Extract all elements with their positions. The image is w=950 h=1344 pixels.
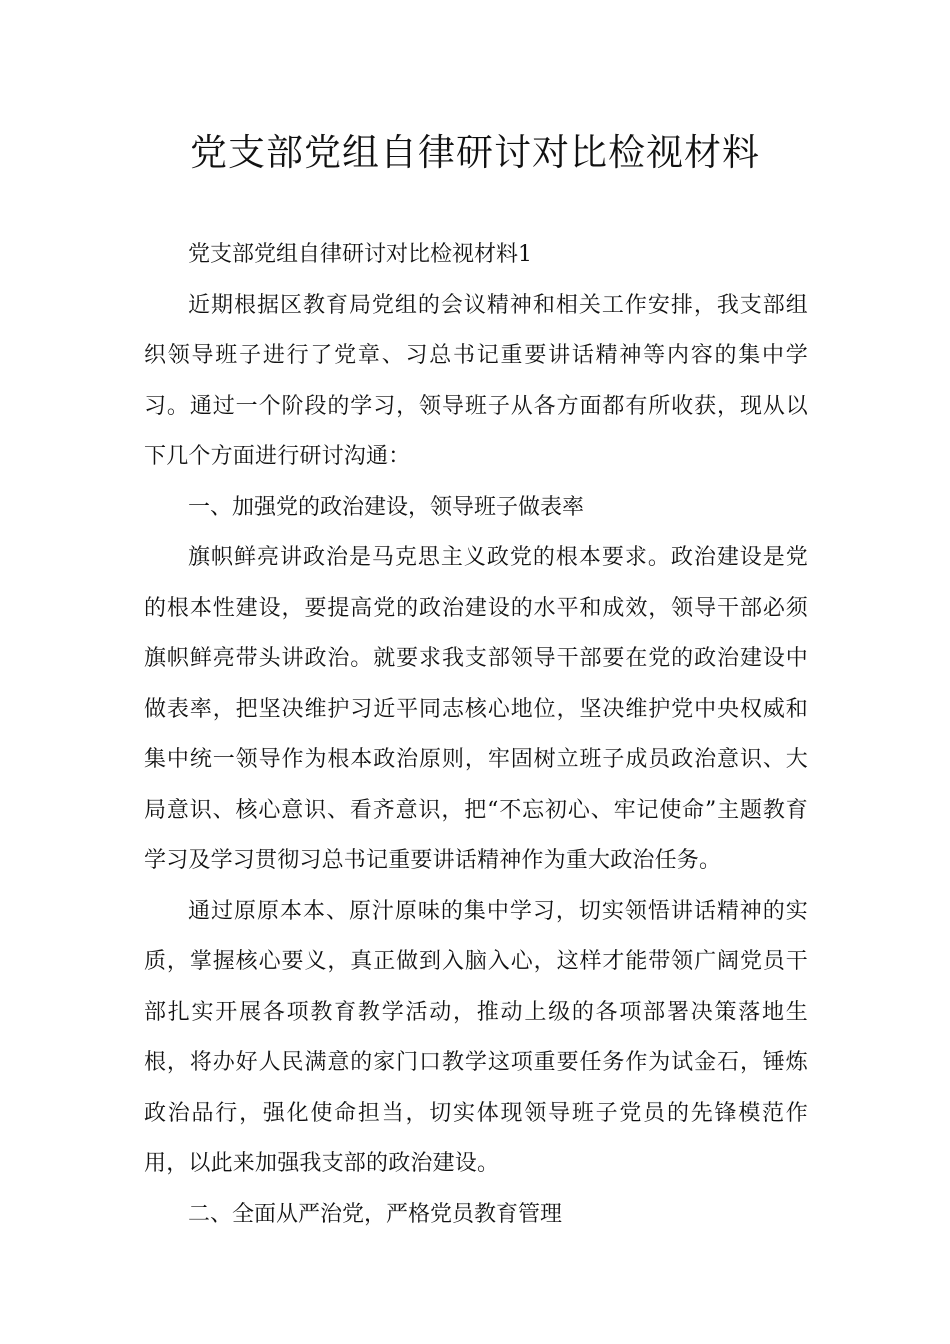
paragraph-intro: 近期根据区教育局党组的会议精神和相关工作安排，我支部组织领导班子进行了党章、习总书记重要讲话精神等内容的集中学习。通过一个阶段的学习，领导班子从各方面都有所收获，现从以下几个方面进行研讨沟通： <box>144 292 808 469</box>
document-title: 党支部党组自律研讨对比检视材料 <box>190 131 760 174</box>
document-body <box>144 230 808 1240</box>
paragraph-political-construction: 旗帜鲜亮讲政治是马克思主义政党的根本要求。政治建设是党的根本性建设，要提高党的政治建设的水平和成效，领导干部必须旗帜鲜亮带头讲政治。就要求我支部领导干部要在党的政治建设中做表率，把坚决维护习近平同志核心地位，坚决维护党中央权威和集中统一领导作为根本政治原则，牢固树立班子成员政治意识、大局意识、核心意识、看齐意识，把“不忘初心、牢记使命”主题教育学习及学习贯彻习总书记重要讲话精神作为重大政治任务。 <box>144 545 808 873</box>
section-heading-1: 一、加强党的政治建设，领导班子做表率 <box>188 494 585 520</box>
paragraph-study: 通过原原本本、原汁原味的集中学习，切实领悟讲话精神的实质，掌握核心要义，真正做到入脑入心，这样才能带领广阔党员干部扎实开展各项教育教学活动，推动上级的各项部署决策落地生根，将办好人民满意的家门口教学这项重要任务作为试金石，锤炼政治品行，强化使命担当，切实体现领导班子党员的先锋模范作用，以此来加强我支部的政治建设。 <box>144 898 808 1176</box>
section-subtitle: 党支部党组自律研讨对比检视材料1 <box>188 242 532 267</box>
section-heading-2: 二、全面从严治党，严格党员教育管理 <box>188 1201 563 1227</box>
